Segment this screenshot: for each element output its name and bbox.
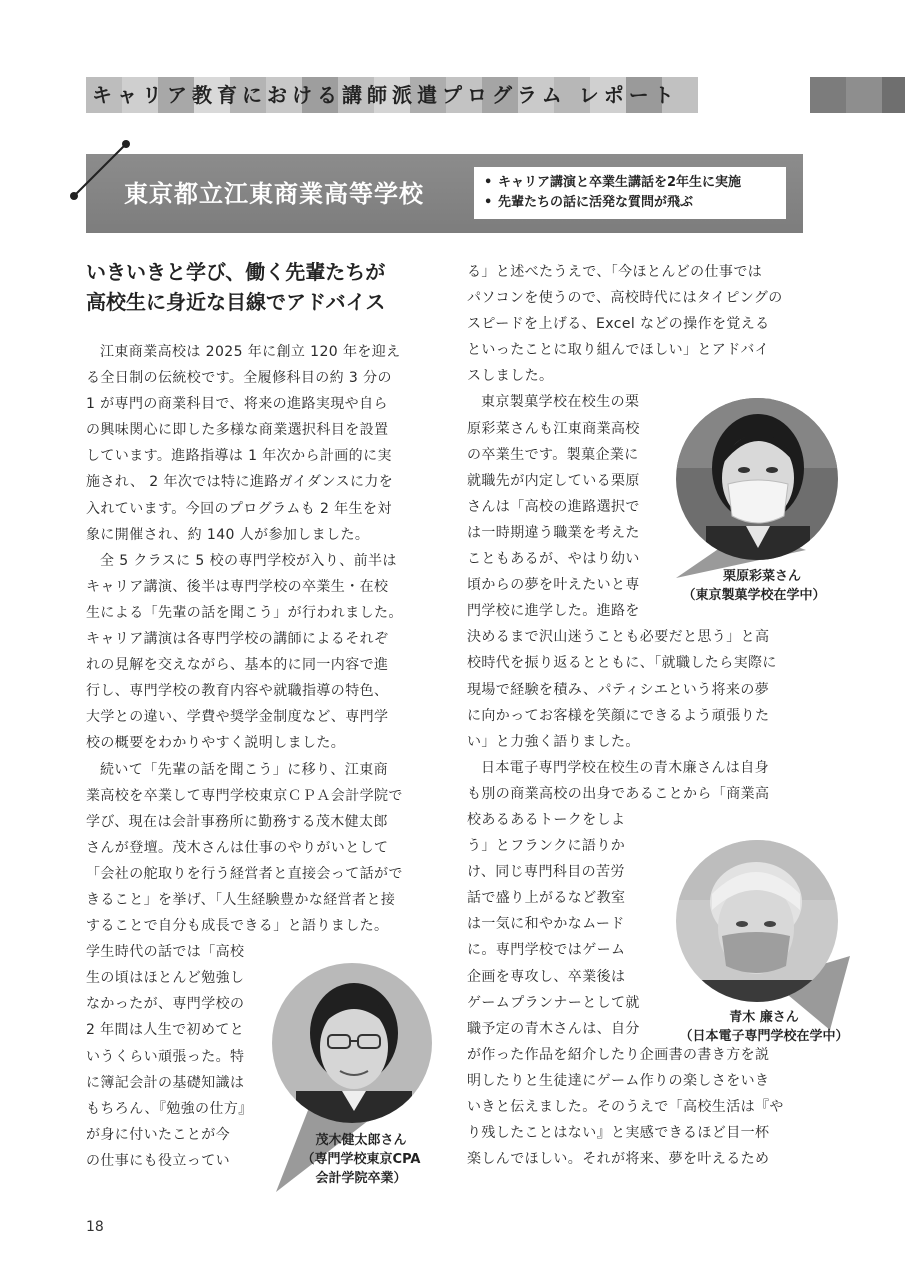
text-line: り残したことはない』と実感できるほど目一杯 xyxy=(467,1125,770,1142)
text-line: 続いて「先輩の話を聞こう」に移り、江東商 xyxy=(100,761,388,778)
text-line: 決めるまで沢山迷うことも必要だと思う」と高 xyxy=(467,629,770,646)
text-line: 学び、現在は会計事務所に勤務する茂木健太郎 xyxy=(86,813,388,830)
text-line: 入れています。今回のプログラムも 2 年生を対 xyxy=(86,500,392,517)
text-line: 「会社の舵取りを行う経営者と直接会って話がで xyxy=(86,865,403,882)
text-line: 2 年間は人生で初めてと xyxy=(86,1022,245,1039)
text-line: 就職先が内定している栗原 xyxy=(467,472,640,489)
text-line: 校あるあるトークをしよ xyxy=(467,811,626,828)
text-line: いうくらい頑張った。特 xyxy=(86,1048,245,1065)
text-line: 頃からの夢を叶えたいと専 xyxy=(467,577,640,594)
text-line: る」と述べたうえで、「今ほとんどの仕事では xyxy=(467,264,763,280)
text-line: は一時期違う職業を考えた xyxy=(467,524,640,541)
text-line: 業高校を卒業して専門学校東京ＣＰＡ会計学院で xyxy=(86,787,403,804)
text-line: 話で盛り上がるなど教室 xyxy=(467,890,626,907)
text-line: 行し、専門学校の教育内容や就職指導の特色、 xyxy=(86,683,389,700)
article-headline: いきいきと学び、働く先輩たちが 高校生に身近な目線でアドバイス xyxy=(86,260,386,314)
text-line: 江東商業高校は 2025 年に創立 120 年を迎え xyxy=(100,344,401,360)
text-line: 職予定の青木さんは、自分 xyxy=(467,1020,640,1037)
text-line: の卒業生です。製菓企業に xyxy=(467,446,639,463)
text-line: 施され、 2 年次では特に進路ガイダンスに力を xyxy=(86,474,394,491)
aoki-caption: 青木 廉さん （日本電子専門学校在学中） xyxy=(679,1010,849,1044)
text-line: することで自分も成長できる」と語りました。 xyxy=(86,918,389,935)
text-line: る全日制の伝統校です。全履修科目の約 3 分の xyxy=(86,370,392,387)
text-line: れの見解を交えながら、基本的に同一内容で進 xyxy=(86,657,389,674)
highlight-item: • キャリア講演と卒業生講話を2年生に実施 xyxy=(484,175,742,190)
text-line: の仕事にも役立ってい xyxy=(86,1152,230,1169)
highlights-box xyxy=(474,167,786,219)
motegi-photo xyxy=(272,963,432,1123)
header-title: キャリア教育における講師派遣プログラム レポート xyxy=(92,83,679,107)
text-line: ゲームプランナーとして就 xyxy=(467,994,640,1011)
text-line: さんは「高校の進路選択で xyxy=(467,498,640,515)
header-band-dark-tile xyxy=(882,77,905,113)
text-line: が作った作品を紹介したり企画書の書き方を説 xyxy=(467,1046,770,1063)
text-line: パソコンを使うので、高校時代にはタイピングの xyxy=(467,290,783,307)
school-name: 東京都立江東商業高等学校 xyxy=(124,180,424,208)
text-line: なかったが、専門学校の xyxy=(86,996,245,1013)
text-line: こともあるが、やはり幼い xyxy=(467,551,640,568)
page-number: 18 xyxy=(86,1219,104,1235)
text-line: スしました。 xyxy=(467,368,554,385)
text-line: 門学校に進学した。進路を xyxy=(467,603,640,620)
aoki-photo xyxy=(676,840,838,1002)
text-line: は一気に和やかなムード xyxy=(467,916,625,933)
text-line: 生による「先輩の話を聞こう」が行われました。 xyxy=(86,604,403,621)
text-line: 原彩菜さんも江東商業高校 xyxy=(467,420,640,437)
motegi-caption: 茂木健太郎さん （専門学校東京CPA 会計学院卒業） xyxy=(301,1133,421,1186)
text-line: 現場で経験を積み、パティシエという将来の夢 xyxy=(467,681,770,698)
text-line: も別の商業高校の出身であることから「商業高 xyxy=(467,785,770,802)
text-line: に。専門学校ではゲーム xyxy=(467,942,626,959)
text-line: け、同じ専門科目の苦労 xyxy=(467,864,625,881)
text-line: 全 5 クラスに 5 校の専門学校が入り、前半は xyxy=(100,552,397,569)
kurihara-caption: 栗原彩菜さん （東京製菓学校在学中） xyxy=(682,569,826,603)
text-line: 生の頃はほとんど勉強し xyxy=(86,970,245,987)
text-line: 日本電子専門学校在校生の青木廉さんは自身 xyxy=(481,759,769,776)
text-line: う」とフランクに語りか xyxy=(467,838,626,855)
text-line: に簿記会計の基礎知識は xyxy=(86,1074,245,1091)
text-line: きること」を挙げ、「人生経験豊かな経営者と接 xyxy=(86,891,396,908)
text-line: キャリア講演、後半は専門学校の卒業生・在校 xyxy=(86,578,389,595)
text-line: 企画を専攻し、卒業後は xyxy=(467,968,626,985)
text-line: 校時代を振り返るとともに、「就職したら実際に xyxy=(467,655,777,672)
text-line: 明したりと生徒達にゲーム作りの楽しさをいき xyxy=(467,1072,770,1089)
text-line: といったことに取り組んでほしい」とアドバイ xyxy=(467,342,770,359)
text-line: の興味関心に即した多様な商業選択科目を設置 xyxy=(86,422,389,439)
text-line: 楽しんでほしい。それが将来、夢を叶えるため xyxy=(467,1151,770,1168)
text-line: さんが登壇。茂木さんは仕事のやりがいとして xyxy=(86,839,389,856)
kurihara-photo xyxy=(676,398,838,560)
header-band-dark-tile xyxy=(810,77,846,113)
text-line: い」と力強く語りました。 xyxy=(467,733,640,750)
text-line: 1 が専門の商業科目で、将来の進路実現や自ら xyxy=(86,396,388,413)
text-line: いきと伝えました。そのうえで「高校生活は『や xyxy=(467,1099,784,1115)
text-line: 校の概要をわかりやすく説明しました。 xyxy=(86,735,346,752)
text-line: に向かってお客様を笑顔にできるよう頑張りた xyxy=(467,707,770,724)
text-line: スピードを上げる、Excel などの操作を覚える xyxy=(467,316,770,333)
text-line: 象に開催され、約 140 人が参加しました。 xyxy=(86,526,370,543)
text-line: 東京製菓学校在校生の栗 xyxy=(481,394,640,411)
text-line: しています。進路指導は 1 年次から計画的に実 xyxy=(86,448,392,465)
text-line: が身に付いたことが今 xyxy=(86,1126,230,1143)
header-band-dark-tile xyxy=(846,77,882,113)
highlight-item: • 先輩たちの話に活発な質問が飛ぶ xyxy=(484,195,694,210)
text-line: もちろん、『勉強の仕方』 xyxy=(86,1100,253,1117)
text-line: キャリア講演は各専門学校の講師によるそれぞ xyxy=(86,631,389,648)
text-line: 大学との違い、学費や奨学金制度など、専門学 xyxy=(86,709,389,726)
text-line: 学生時代の話では「高校 xyxy=(86,944,245,961)
